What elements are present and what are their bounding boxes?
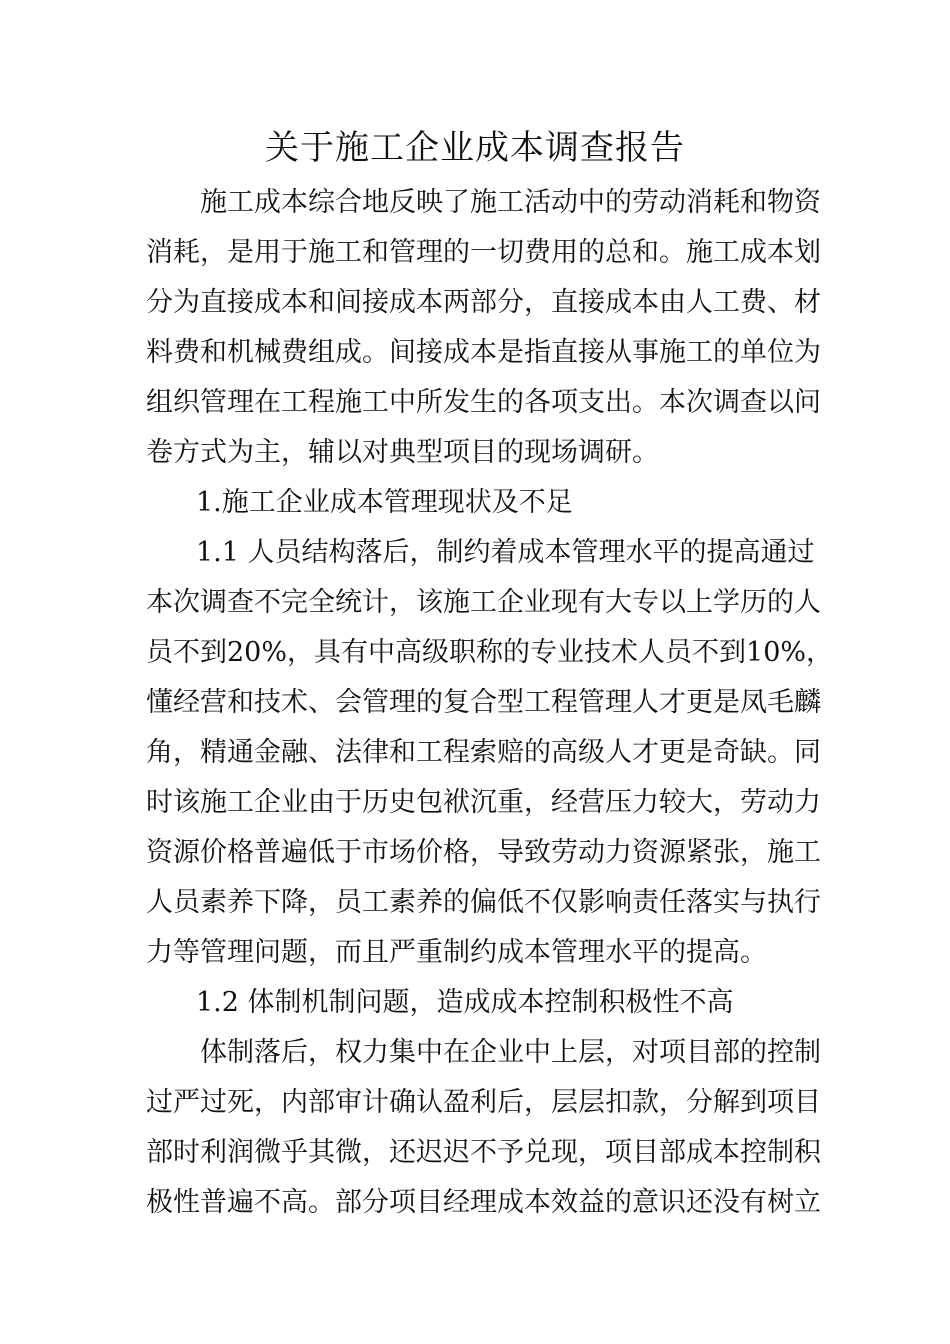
- paragraph-line: 施工成本综合地反映了施工活动中的劳动消耗和物资: [200, 187, 821, 218]
- paragraph-line: 人员素养下降，员工素养的偏低不仅影响责任落实与执行: [146, 887, 821, 918]
- paragraph-line: 过严过死，内部审计确认盈利后，层层扣款，分解到项目: [146, 1087, 821, 1118]
- paragraph-line: 部时利润微乎其微，还迟迟不予兑现，项目部成本控制积: [146, 1137, 821, 1168]
- paragraph-line: 时该施工企业由于历史包袱沉重，经营压力较大，劳动力: [146, 787, 821, 818]
- paragraph-line: 分为直接成本和间接成本两部分，直接成本由人工费、材: [146, 287, 821, 318]
- section-heading: 1.施工企业成本管理现状及不足: [196, 487, 573, 518]
- subsection-heading: 1.2 体制机制问题，造成成本控制积极性不高: [196, 987, 734, 1018]
- paragraph-line: 消耗，是用于施工和管理的一切费用的总和。施工成本划: [146, 237, 821, 268]
- paragraph-line: 料费和机械费组成。间接成本是指直接从事施工的单位为: [146, 337, 821, 368]
- paragraph-line: 本次调查不完全统计，该施工企业现有大专以上学历的人: [146, 587, 821, 618]
- paragraph-line: 体制落后，权力集中在企业中上层，对项目部的控制: [200, 1037, 821, 1068]
- paragraph-line: 力等管理问题，而且严重制约成本管理水平的提高。: [146, 937, 767, 968]
- paragraph-line: 卷方式为主，辅以对典型项目的现场调研。: [146, 437, 659, 468]
- paragraph-line: 极性普遍不高。部分项目经理成本效益的意识还没有树立: [146, 1187, 821, 1218]
- paragraph-line: 角，精通金融、法律和工程索赔的高级人才更是奇缺。同: [146, 737, 821, 768]
- document-title: 关于施工企业成本调查报告: [265, 128, 685, 168]
- paragraph-line: 资源价格普遍低于市场价格，导致劳动力资源紧张，施工: [146, 837, 821, 868]
- paragraph-line: 组织管理在工程施工中所发生的各项支出。本次调查以问: [146, 387, 821, 418]
- paragraph-line: 员不到20%，具有中高级职称的专业技术人员不到10%，: [146, 637, 834, 668]
- subsection-heading-line: 1.1 人员结构落后，制约着成本管理水平的提高通过: [196, 537, 815, 568]
- paragraph-line: 懂经营和技术、会管理的复合型工程管理人才更是凤毛麟: [146, 687, 821, 718]
